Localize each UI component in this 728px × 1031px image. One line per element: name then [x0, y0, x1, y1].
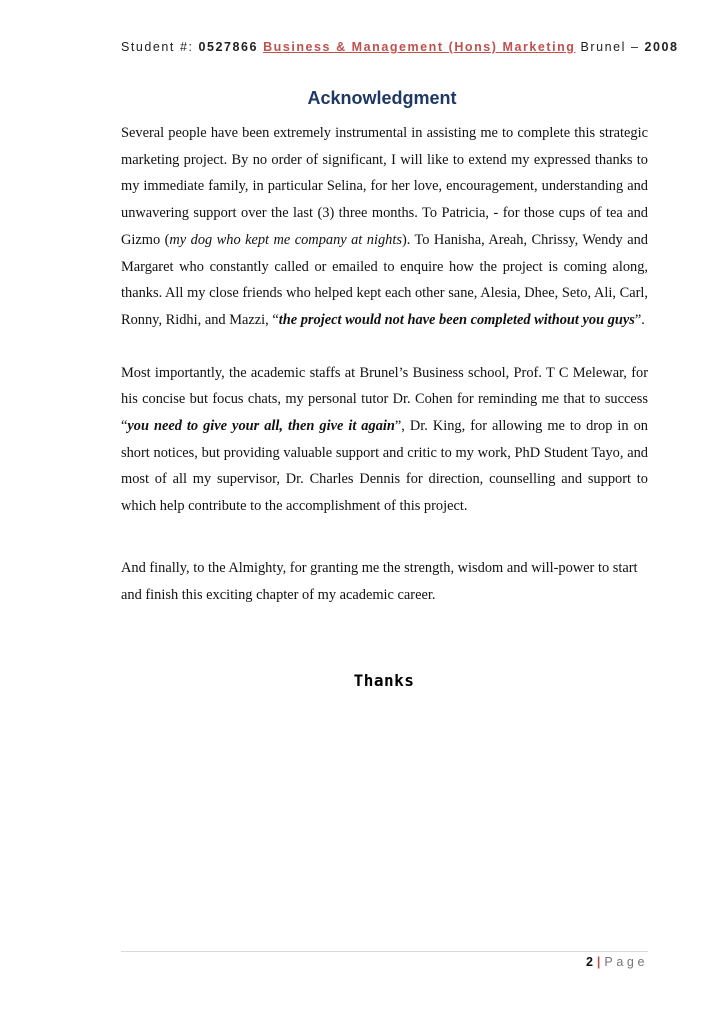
page-title: Acknowledgment	[307, 88, 457, 108]
paragraph-text: Several people have been extremely instrumental in assisting me to complete this strategic marketing project. By no order of significant, I will like to extend my expressed thanks to my immediate family, in particular Selina, for her love, encouragement, understanding and unwavering support over the last (3) three months. To Patricia, - for those cups of tea and Gizmo (	[121, 125, 648, 248]
footer-separator: |	[596, 955, 601, 969]
page-label: Page	[604, 955, 648, 969]
header-course: Business & Management (Hons) Marketing	[263, 40, 576, 54]
acknowledgment-body	[121, 120, 648, 608]
bold-italic-quote: you need to give your all, then give it again	[127, 418, 395, 435]
paragraph-text: Most importantly, the academic staffs at Brunel’s Business school, Prof. T C Melewar, for his concise but focus chats, my personal tutor Dr. Cohen for reminding me that to success “	[121, 364, 648, 435]
thanks-wrap	[0, 671, 728, 690]
paragraph-text: ). To Hanisha, Areah, Chrissy, Wendy and Margaret who constantly called or emailed to enquire how the project is coming along, thanks. All my close friends who helped kept each other sane, Alesia, Dhee, Seto, Ali, Carl, Ronny, Ridhi, and Mazzi, “	[121, 231, 648, 328]
italic-text: my dog who kept me company at nights	[169, 231, 402, 248]
bold-italic-quote: the project would not have been completed without you guys	[278, 311, 635, 328]
page-header	[121, 40, 679, 54]
page-footer	[586, 955, 648, 969]
paragraph-text: ”, Dr. King, for allowing me to drop in on short notices, but providing valuable support and critic to my work, PhD Student Tayo, and most of all my supervisor, Dr. Charles Dennis for direction, counselling and support to which help contribute to the accomplishment of this project.	[121, 418, 648, 515]
header-student-number: 0527866	[198, 40, 259, 54]
page-number: 2	[585, 955, 593, 969]
paragraph-academic	[121, 360, 648, 520]
paragraph-text: ”.	[634, 311, 645, 328]
paragraph-almighty: And finally, to the Almighty, for granting me the strength, wisdom and will-power to start and finish this exciting chapter of my academic career.	[121, 559, 638, 603]
header-student-label: Student #:	[121, 40, 194, 54]
thanks-text: Thanks	[353, 671, 415, 690]
page-title-wrap	[0, 88, 728, 109]
paragraph-family	[121, 120, 648, 334]
header-year: 2008	[644, 40, 679, 54]
header-university: Brunel –	[580, 40, 640, 54]
footer-divider	[121, 951, 648, 952]
